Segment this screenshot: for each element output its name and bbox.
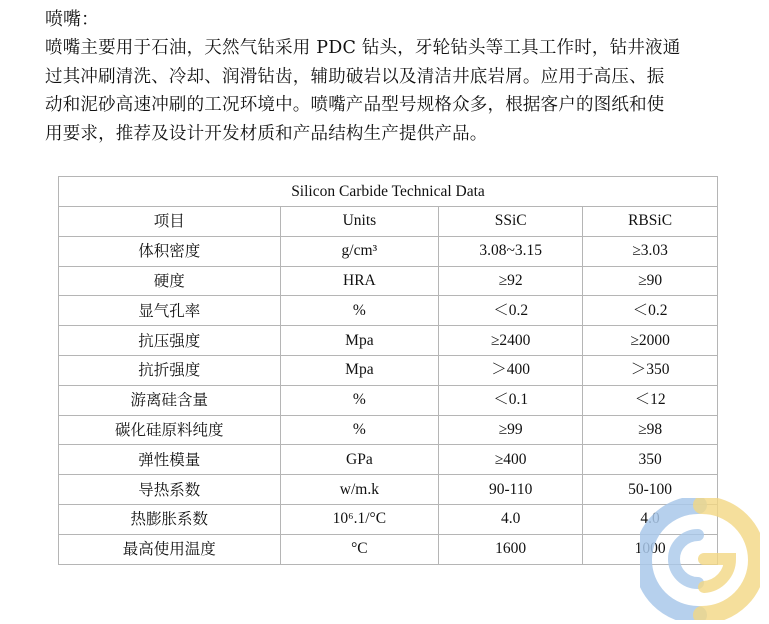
row-unit: GPa (280, 445, 439, 475)
table-row (59, 445, 718, 475)
row-ssic: ≥2400 (439, 326, 583, 356)
row-ssic: ≥400 (439, 445, 583, 475)
table-caption: Silicon Carbide Technical Data (59, 177, 718, 207)
table-row (59, 415, 718, 445)
row-rbsic: ＜0.2 (583, 296, 718, 326)
intro-line-2: 过其冲刷清洗、冷却、润滑钻齿，辅助破岩以及清洁井底岩屑。应用于高压、振 (45, 66, 665, 87)
row-ssic: ＞400 (439, 355, 583, 385)
header-units: Units (280, 207, 439, 237)
technical-data-table (58, 176, 718, 565)
row-rbsic: ＞350 (583, 355, 718, 385)
table-row (59, 385, 718, 415)
row-label: 显气孔率 (59, 296, 281, 326)
row-unit: % (280, 415, 439, 445)
table-row (59, 355, 718, 385)
row-rbsic: ≥3.03 (583, 236, 718, 266)
row-label: 弹性模量 (59, 445, 281, 475)
table-row (59, 326, 718, 356)
row-label: 抗折强度 (59, 355, 281, 385)
row-ssic: 4.0 (439, 504, 583, 534)
row-label: 体积密度 (59, 236, 281, 266)
table-row (59, 266, 718, 296)
intro-section (45, 6, 745, 148)
table-caption-row (59, 177, 718, 207)
row-ssic: ≥92 (439, 266, 583, 296)
row-unit: 10⁶.1/°C (280, 504, 439, 534)
row-ssic: ＜0.1 (439, 385, 583, 415)
row-unit: Mpa (280, 326, 439, 356)
row-rbsic: 4.0 (583, 504, 718, 534)
row-ssic: ＜0.2 (439, 296, 583, 326)
table-header-row (59, 207, 718, 237)
row-unit: % (280, 296, 439, 326)
row-rbsic: 350 (583, 445, 718, 475)
table-row (59, 534, 718, 564)
row-label: 抗压强度 (59, 326, 281, 356)
watermark-logo-icon (640, 498, 760, 620)
row-rbsic: 1000 (583, 534, 718, 564)
table-row (59, 236, 718, 266)
row-label: 最高使用温度 (59, 534, 281, 564)
row-unit: g/cm³ (280, 236, 439, 266)
row-rbsic: ＜12 (583, 385, 718, 415)
intro-line-3: 动和泥砂高速冲刷的工况环境中。喷嘴产品型号规格众多，根据客户的图纸和使 (45, 95, 665, 115)
header-ssic: SSiC (439, 207, 583, 237)
row-rbsic: ≥90 (583, 266, 718, 296)
row-unit: HRA (280, 266, 439, 296)
row-unit: °C (280, 534, 439, 564)
table-row (59, 504, 718, 534)
row-unit: w/m.k (280, 475, 439, 505)
row-ssic: 1600 (439, 534, 583, 564)
row-ssic: ≥99 (439, 415, 583, 445)
row-label: 游离硅含量 (59, 385, 281, 415)
header-item: 项目 (59, 207, 281, 237)
table-row (59, 296, 718, 326)
table-row (59, 475, 718, 505)
intro-line-4: 用要求，推荐及设计开发材质和产品结构生产提供产品。 (45, 123, 488, 144)
row-ssic: 3.08~3.15 (439, 236, 583, 266)
row-label: 碳化硅原料纯度 (59, 415, 281, 445)
header-rbsic: RBSiC (583, 207, 718, 237)
row-rbsic: ≥2000 (583, 326, 718, 356)
intro-title: 喷嘴： (45, 9, 99, 30)
row-unit: % (280, 385, 439, 415)
row-unit: Mpa (280, 355, 439, 385)
row-label: 硬度 (59, 266, 281, 296)
row-label: 热膨胀系数 (59, 504, 281, 534)
row-label: 导热系数 (59, 475, 281, 505)
row-rbsic: 50-100 (583, 475, 718, 505)
intro-line-1: 喷嘴主要用于石油，天然气钻采用 PDC 钻头，牙轮钻头等工具工作时，钻井液通 (45, 38, 681, 58)
row-ssic: 90-110 (439, 475, 583, 505)
row-rbsic: ≥98 (583, 415, 718, 445)
